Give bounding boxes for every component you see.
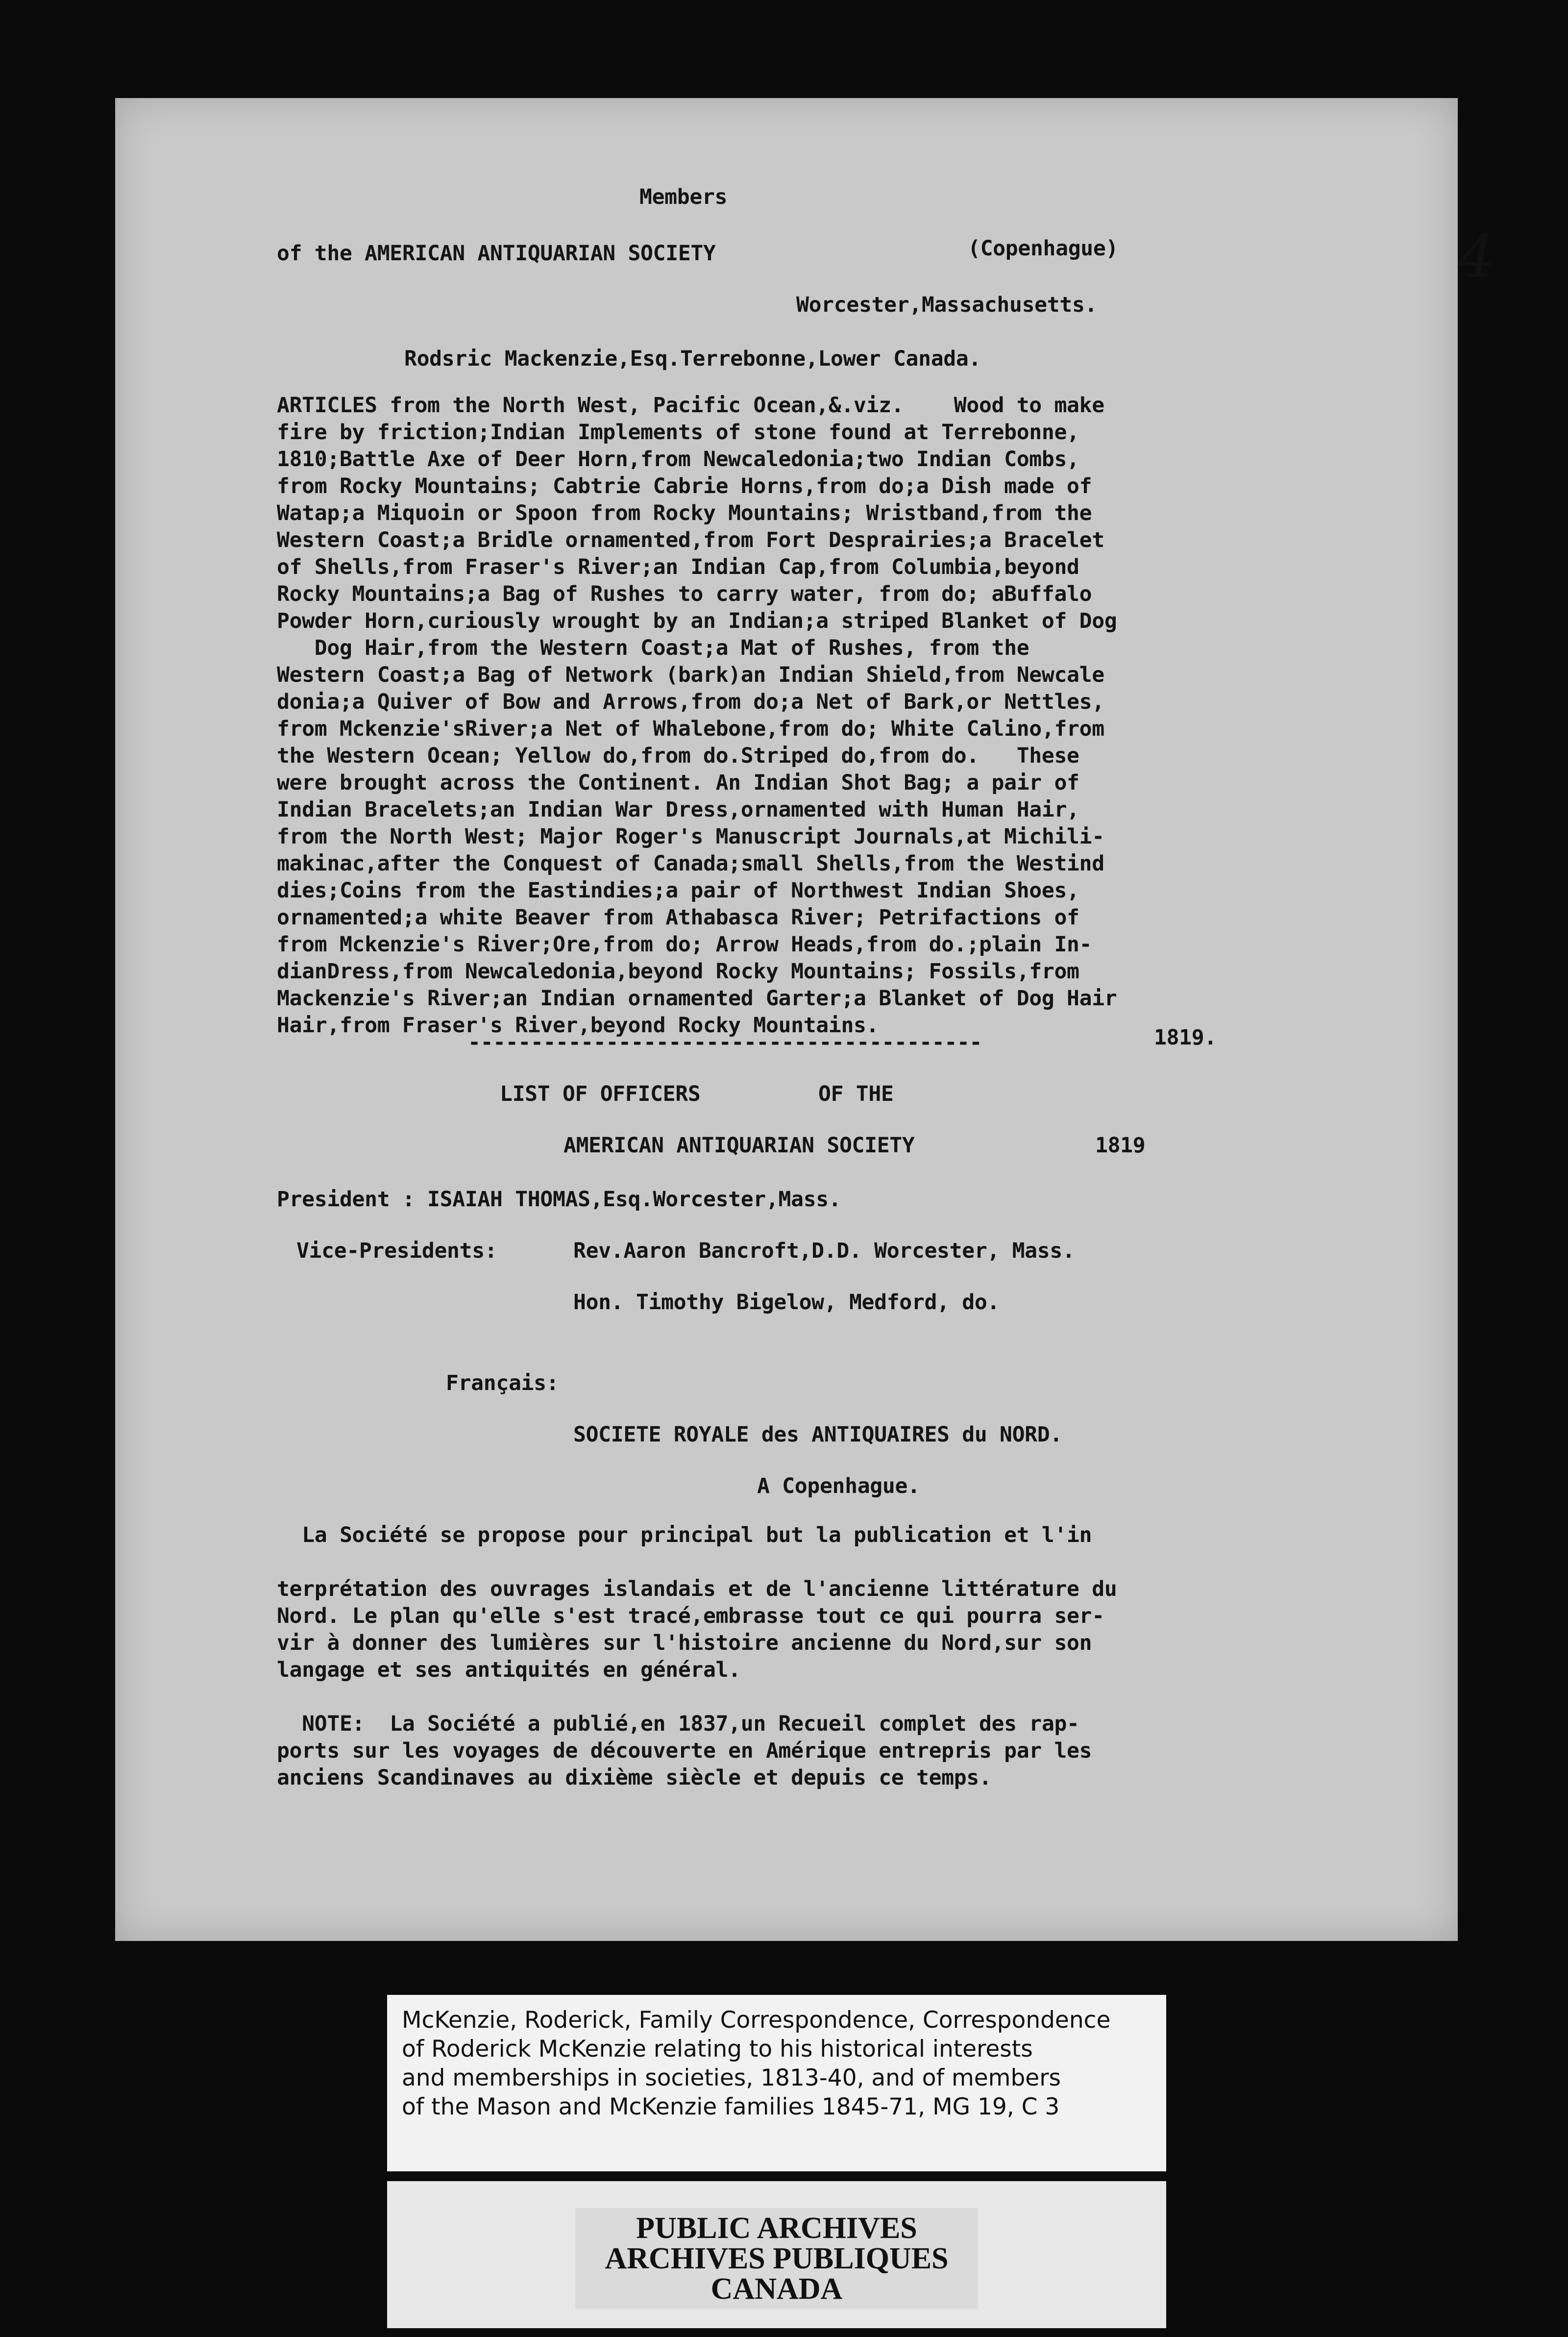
section-divider: -----------------------------------------	[468, 1030, 982, 1055]
header-members: Members	[639, 185, 728, 209]
articles-line: dianDress,from Newcaledonia,beyond Rocky Mountains; Fossils,from	[277, 959, 1079, 984]
articles-line: Watap;a Miquoin or Spoon from Rocky Mountains; Wristband,from the	[277, 501, 1092, 525]
articles-line: Hair,from Fraser's River,beyond Rocky Mountains.	[277, 1013, 879, 1038]
french-society: SOCIETE ROYALE des ANTIQUAIRES du NORD.	[573, 1422, 1062, 1447]
archive-caption-label	[387, 1995, 1166, 2171]
articles-line: from Rocky Mountains; Cabtrie Cabrie Horns,from do;a Dish made of	[277, 474, 1092, 498]
articles-line: the Western Ocean; Yellow do,from do.Striped do,from do. These	[277, 744, 1079, 768]
caption-line: McKenzie, Roderick, Family Correspondence, Correspondence	[402, 2007, 1111, 2034]
president-line: President : ISAIAH THOMAS,Esq.Worcester,Mass.	[277, 1187, 841, 1212]
officers-year: 1819	[1095, 1133, 1146, 1158]
articles-line: Dog Hair,from the Western Coast;a Mat of Rushes, from the	[277, 636, 1029, 660]
articles-line: 1810;Battle Axe of Deer Horn,from Newcaledonia;two Indian Combs,	[277, 447, 1079, 472]
articles-line: from the North West; Major Roger's Manuscript Journals,at Michili-	[277, 824, 1104, 849]
articles-line: Rocky Mountains;a Bag of Rushes to carry water, from do; aBuffalo	[277, 582, 1092, 606]
archives-stamp	[387, 2181, 1166, 2328]
articles-line: of Shells,from Fraser's River;an Indian Cap,from Columbia,beyond	[277, 555, 1079, 579]
french-paragraph-line: terprétation des ouvrages islandais et de l'ancienne littérature du	[277, 1577, 1117, 1601]
officers-title: LIST OF OFFICERS	[500, 1082, 701, 1106]
vice-presidents-label: Vice-Presidents:	[296, 1239, 497, 1263]
note-line: NOTE: La Société a publié,en 1837,un Recueil complet des rap-	[277, 1712, 1079, 1736]
caption-line: of the Mason and McKenzie families 1845-71, MG 19, C 3	[402, 2093, 1060, 2120]
officers-society: AMERICAN ANTIQUARIAN SOCIETY	[564, 1133, 915, 1158]
articles-line: fire by friction;Indian Implements of stone found at Terrebonne,	[277, 420, 1079, 445]
officers-title-suffix: OF THE	[818, 1082, 894, 1106]
articles-line: ornamented;a white Beaver from Athabasca River; Petrifactions of	[277, 905, 1079, 930]
articles-line: makinac,after the Conquest of Canada;small Shells,from the Westind	[277, 851, 1104, 876]
articles-line: donia;a Quiver of Bow and Arrows,from do;a Net of Bark,or Nettles,	[277, 690, 1104, 714]
note-line: anciens Scandinaves au dixième siècle et depuis ce temps.	[277, 1765, 992, 1790]
vice-president-1: Rev.Aaron Bancroft,D.D. Worcester, Mass.	[573, 1239, 1075, 1263]
caption-line: and memberships in societies, 1813-40, and of members	[402, 2064, 1061, 2091]
note-line: ports sur les voyages de découverte en Amérique entrepris par les	[277, 1739, 1092, 1763]
donor-line: Rodsric Mackenzie,Esq.Terrebonne,Lower Canada.	[404, 347, 981, 371]
header-copenhague: (Copenhague)	[968, 236, 1119, 261]
articles-line: Western Coast;a Bag of Network (bark)an Indian Shield,from Newcale	[277, 663, 1104, 687]
articles-line: from Mckenzie's River;Ore,from do; Arrow Heads,from do.;plain In-	[277, 932, 1092, 957]
articles-line: Western Coast;a Bridle ornamented,from Fort Desprairies;a Bracelet	[277, 528, 1104, 552]
articles-line: dies;Coins from the Eastindies;a pair of Northwest Indian Shoes,	[277, 878, 1079, 903]
header-location: Worcester,Massachusetts.	[796, 293, 1098, 317]
french-paragraph-line: langage et ses antiquités en général.	[277, 1658, 741, 1682]
caption-line: of Roderick McKenzie relating to his historical interests	[402, 2036, 1033, 2063]
french-paragraph-line: vir à donner des lumières sur l'histoire ancienne du Nord,sur son	[277, 1631, 1092, 1655]
french-label: Français:	[446, 1371, 559, 1395]
stamp-line-1: PUBLIC ARCHIVES	[636, 2212, 917, 2245]
articles-line: Indian Bracelets;an Indian War Dress,ornamented with Human Hair,	[277, 797, 1079, 822]
header-society: of the AMERICAN ANTIQUARIAN SOCIETY	[277, 241, 716, 266]
french-paragraph-line: La Société se propose pour principal but la publication et l'in	[277, 1523, 1092, 1547]
articles-line: ARTICLES from the North West, Pacific Ocean,&.viz. Wood to make	[277, 393, 1104, 418]
articles-year: 1819.	[1154, 1025, 1217, 1050]
french-city: A Copenhague.	[757, 1474, 920, 1498]
stamp-line-3: CANADA	[710, 2272, 843, 2306]
articles-line: Mackenzie's River;an Indian ornamented Garter;a Blanket of Dog Hair	[277, 986, 1117, 1011]
articles-line: Powder Horn,curiously wrought by an Indian;a striped Blanket of Dog	[277, 609, 1117, 633]
vice-president-2: Hon. Timothy Bigelow, Medford, do.	[573, 1290, 1000, 1315]
articles-line: were brought across the Continent. An Indian Shot Bag; a pair of	[277, 771, 1079, 795]
page-number: 4	[1458, 223, 1495, 291]
articles-line: from Mckenzie'sRiver;a Net of Whalebone,from do; White Calino,from	[277, 717, 1104, 741]
stamp-line-2: ARCHIVES PUBLIQUES	[605, 2242, 949, 2275]
french-paragraph-line: Nord. Le plan qu'elle s'est tracé,embrasse tout ce qui pourra ser-	[277, 1604, 1104, 1628]
